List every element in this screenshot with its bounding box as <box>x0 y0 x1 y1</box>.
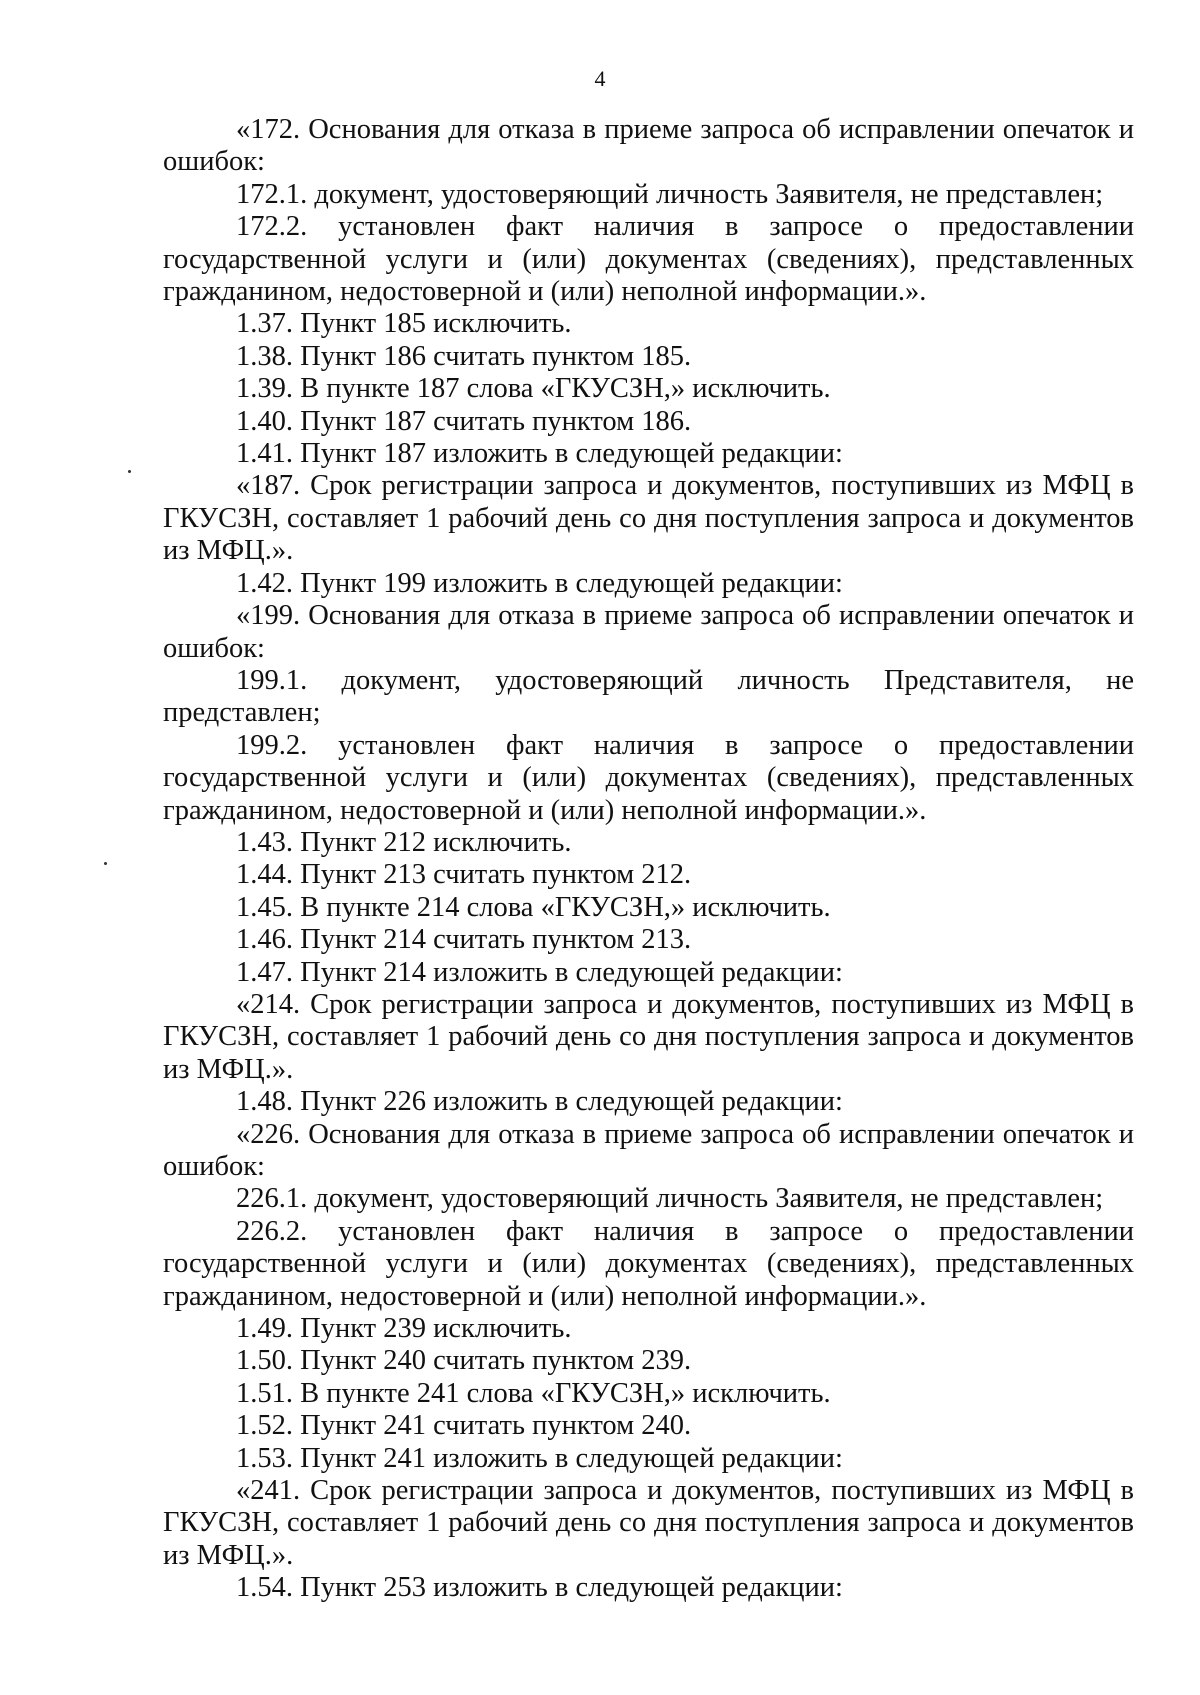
paragraph: «199. Основания для отказа в приеме запроса об исправлении опечаток и ошибок: <box>163 600 1134 664</box>
paragraph: 1.38. Пункт 186 считать пунктом 185. <box>236 340 692 372</box>
paragraph: 1.53. Пункт 241 изложить в следующей редакции: <box>236 1442 843 1474</box>
paragraph: 199.1. документ, удостоверяющий личность Представителя, не представлен; <box>163 664 1134 729</box>
paragraph: «187. Срок регистрации запроса и документов, поступивших из МФЦ в ГКУСЗН, составляет 1 рабочий день со дня поступления запроса и документов из МФЦ.». <box>163 470 1134 567</box>
paragraph: «241. Срок регистрации запроса и документов, поступивших из МФЦ в ГКУСЗН, составляет 1 рабочий день со дня поступления запроса и документов из МФЦ.». <box>163 1475 1134 1571</box>
paragraph: 226.2. установлен факт наличия в запросе о предоставлении государственной услуги и (или) документах (сведениях), представленных гражданином, недостоверной и (или) неполной информации.». <box>163 1215 1134 1312</box>
paragraph: «214. Срок регистрации запроса и документов, поступивших из МФЦ в ГКУСЗН, составляет 1 рабочий день со дня поступления запроса и документов из МФЦ.». <box>163 988 1134 1085</box>
paragraph: 1.42. Пункт 199 изложить в следующей редакции: <box>236 567 843 599</box>
paragraph: 226.1. документ, удостоверяющий личность Заявителя, не представлен; <box>236 1183 1104 1215</box>
paragraph: 1.51. В пункте 241 слова «ГКУСЗН,» исключить. <box>236 1377 831 1409</box>
document-body <box>163 114 1134 1605</box>
paragraph: 1.40. Пункт 187 считать пунктом 186. <box>236 405 692 437</box>
paragraph: 1.49. Пункт 239 исключить. <box>236 1313 572 1345</box>
paragraph: 172.2. установлен факт наличия в запросе о предоставлении государственной услуги и (или) документах (сведениях), представленных гражданином, недостоверной и (или) неполной информации.». <box>163 211 1134 308</box>
paragraph: 1.52. Пункт 241 считать пунктом 240. <box>236 1410 692 1442</box>
paragraph: 1.43. Пункт 212 исключить. <box>236 826 572 858</box>
paragraph: 1.50. Пункт 240 считать пунктом 239. <box>236 1345 692 1377</box>
paragraph: 172.1. документ, удостоверяющий личность Заявителя, не представлен; <box>236 178 1104 210</box>
scan-speck <box>128 470 131 473</box>
paragraph: 1.54. Пункт 253 изложить в следующей редакции: <box>236 1572 843 1604</box>
paragraph: 1.37. Пункт 185 исключить. <box>236 308 572 340</box>
paragraph: «172. Основания для отказа в приеме запроса об исправлении опечаток и ошибок: <box>163 114 1134 178</box>
paragraph: 199.2. установлен факт наличия в запросе о предоставлении государственной услуги и (или) документах (сведениях), представленных гражданином, недостоверной и (или) неполной информации.». <box>163 729 1134 826</box>
paragraph: 1.45. В пункте 214 слова «ГКУСЗН,» исключить. <box>236 891 831 923</box>
paragraph: 1.48. Пункт 226 изложить в следующей редакции: <box>236 1086 843 1118</box>
paragraph: 1.41. Пункт 187 изложить в следующей редакции: <box>236 438 843 470</box>
paragraph: 1.47. Пункт 214 изложить в следующей редакции: <box>236 956 843 988</box>
paragraph: 1.44. Пункт 213 считать пунктом 212. <box>236 859 692 891</box>
paragraph: 1.39. В пункте 187 слова «ГКУСЗН,» исключить. <box>236 373 831 405</box>
paragraph: «226. Основания для отказа в приеме запроса об исправлении опечаток и ошибок: <box>163 1118 1134 1182</box>
page-number: 4 <box>594 66 606 91</box>
paragraph: 1.46. Пункт 214 считать пунктом 213. <box>236 924 692 956</box>
scan-speck <box>104 862 107 865</box>
